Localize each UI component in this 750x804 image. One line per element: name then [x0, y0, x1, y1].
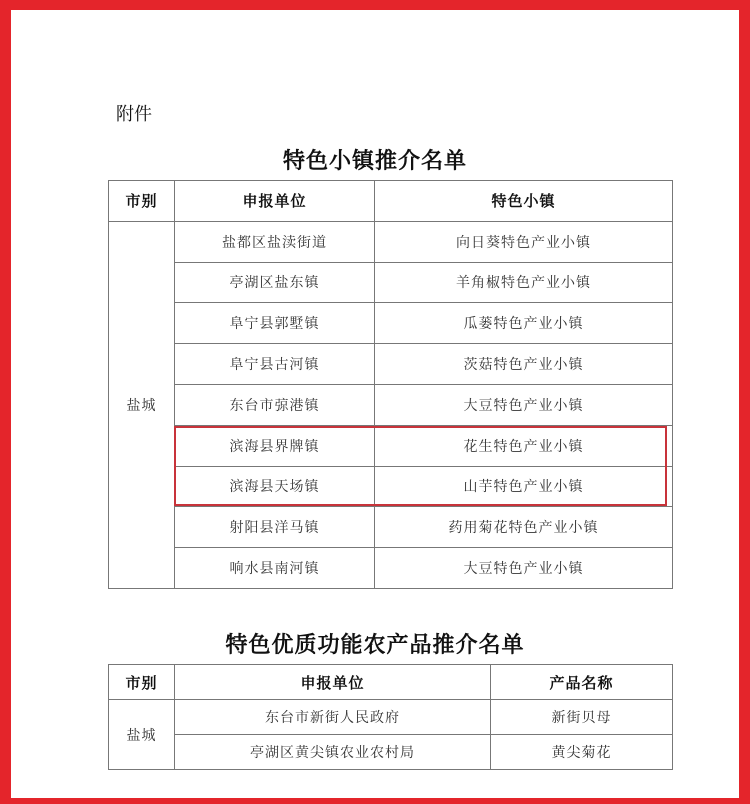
town-cell: 山芋特色产业小镇 — [375, 466, 673, 507]
table-row — [109, 507, 673, 548]
unit-cell: 东台市弶港镇 — [175, 384, 375, 425]
unit-cell: 阜宁县郭墅镇 — [175, 303, 375, 344]
table-row — [109, 344, 673, 385]
header-product: 产品名称 — [491, 665, 673, 700]
product-cell: 新街贝母 — [491, 700, 673, 735]
town-cell: 花生特色产业小镇 — [375, 425, 673, 466]
header-city: 市别 — [109, 181, 175, 222]
unit-cell: 亭湖区盐东镇 — [175, 262, 375, 303]
attachment-label: 附件 — [116, 104, 152, 125]
unit-cell: 东台市新街人民政府 — [175, 700, 491, 735]
city-cell: 盐城 — [109, 700, 175, 770]
unit-cell: 滨海县界牌镇 — [175, 425, 375, 466]
table-header-row — [109, 181, 673, 222]
header-unit: 申报单位 — [175, 665, 491, 700]
town-cell: 药用菊花特色产业小镇 — [375, 507, 673, 548]
unit-cell: 阜宁县古河镇 — [175, 344, 375, 385]
town-cell: 瓜蒌特色产业小镇 — [375, 303, 673, 344]
town-cell: 茨菇特色产业小镇 — [375, 344, 673, 385]
town-cell: 大豆特色产业小镇 — [375, 384, 673, 425]
header-city: 市别 — [109, 665, 175, 700]
unit-cell: 亭湖区黄尖镇农业农村局 — [175, 735, 491, 770]
table-row — [109, 303, 673, 344]
unit-cell: 响水县南河镇 — [175, 548, 375, 589]
table-row — [109, 466, 673, 507]
city-cell: 盐城 — [109, 221, 175, 588]
town-cell: 大豆特色产业小镇 — [375, 548, 673, 589]
table-row — [109, 262, 673, 303]
product-table — [108, 664, 673, 770]
header-town: 特色小镇 — [375, 181, 673, 222]
table-row — [109, 425, 673, 466]
town-cell: 向日葵特色产业小镇 — [375, 221, 673, 262]
table-header-row — [109, 665, 673, 700]
table-row — [109, 735, 673, 770]
header-unit: 申报单位 — [175, 181, 375, 222]
product-cell: 黄尖菊花 — [491, 735, 673, 770]
town-list-title: 特色小镇推介名单 — [282, 148, 467, 174]
town-table — [108, 180, 673, 589]
town-cell: 羊角椒特色产业小镇 — [375, 262, 673, 303]
table-row — [109, 700, 673, 735]
product-list-title: 特色优质功能农产品推介名单 — [225, 632, 525, 658]
unit-cell: 射阳县洋马镇 — [175, 507, 375, 548]
table-row — [109, 384, 673, 425]
table-row — [109, 548, 673, 589]
table-row — [109, 221, 673, 262]
unit-cell: 盐都区盐渎街道 — [175, 221, 375, 262]
unit-cell: 滨海县天场镇 — [175, 466, 375, 507]
